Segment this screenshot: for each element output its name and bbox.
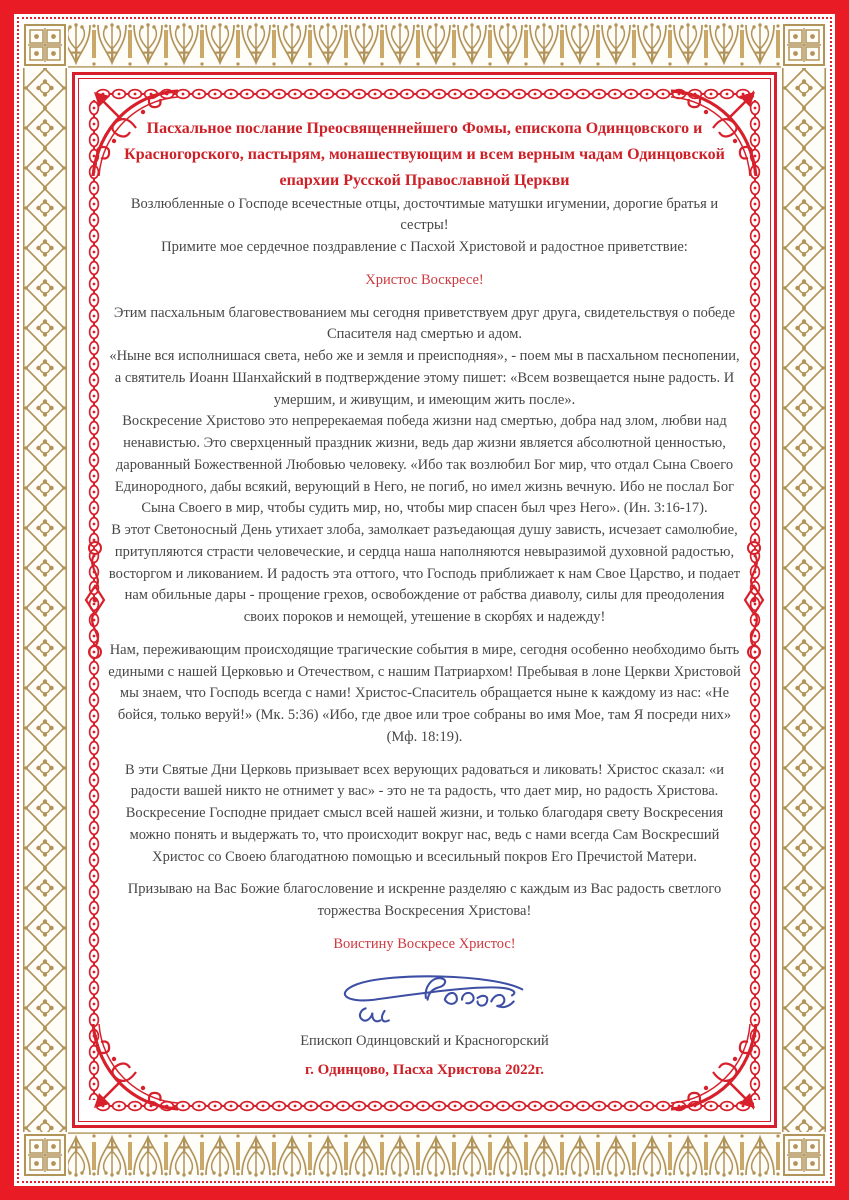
epistle-paragraph: «Ныне вся исполнишася света, небо же и земля и преисподняя», - поем мы в пасхальном песнопении, а святитель Иоанн Шанхайский в подтверждение этому пишет: «Всем возвещается ныне радость. И умершим, и живущим, и имеющим жить после». bbox=[109, 348, 740, 408]
gold-border-bottom bbox=[22, 1132, 827, 1178]
epistle-paragraph: Воскресение Христово это непререкаемая победа жизни над смертью, добра над злом, любви над ненавистью. Это сверхценный праздник жизни, ведь дар жизни является абсолютной ценностью, дарованный Божественной Любовью человеку. «Ибо так возлюбил Бог мир, что отдал Сына Своего Единородного, дабы всякий, верующий в Него, не погиб, но имел жизнь вечную. Ибо не послал Бог Сына Своего в мир, чтобы судить мир, но, чтобы мир спасен был чрез Него». (Ин. 3:16-17). bbox=[114, 413, 735, 517]
gold-border-left bbox=[22, 68, 68, 1132]
epistle-paragraph: В эти Святые Дни Церковь призывает всех верующих радоваться и ликовать! Христос сказал: «и радости вашей никто не отнимет у вас» - это не та радость, что дает мир, но радость Христова. Воскресение Господне придает смысл всей нашей жизни, и только благодаря свету Воскресения можно понять и выдержать то, что происходит вокруг нас, ведь с нами всегда Сам Воскресший Христос со Своею благодатною помощью и всесильный покров Его Пречистой Матери. bbox=[125, 761, 724, 865]
gold-border-top bbox=[22, 22, 827, 68]
paschal-greeting: Христос Воскресе! bbox=[365, 271, 484, 288]
epistle-paragraph: Этим пасхальным благовествованием мы сегодня приветствуем друг друга, свидетельствуя о победе Спасителя над смертью и адом. bbox=[113, 304, 736, 343]
epistle-paragraph: В этот Светоносный День утихает злоба, замолкает разъедающая душу зависть, исчезает самолюбие, притупляются страсти человеческие, и сердца наша наполняются невыразимой духовной радостью, восторгом и ликованием. И радость эта оттого, что Господь приближает к нам Свое Царство, и подает нам обильные дары - прощение грехов, освобождение от рабства диаволу, силы для преодоления своих пороков и немощей, утешение в скорбях и надежду! bbox=[108, 522, 741, 626]
bishop-signature-icon bbox=[300, 967, 550, 1029]
epistle-paragraph: Нам, переживающим происходящие трагические события в мире, сегодня особенно необходимо быть едиными с нашей Церковью и Отечеством, с нашим Патриархом! Пребывая в лоне Церкви Христовой мы знаем, что Господь всегда с нами! Христос-Спаситель обращается ныне к каждому из нас: «Не бойся, только веруй!» (Мк. 5:36) «Ибо, где двое или трое собраны во имя Мое, там Я посреди них» (Мф. 18:19). bbox=[108, 641, 741, 745]
red-chain-border-top bbox=[95, 88, 754, 100]
side-medallion-icon bbox=[741, 538, 767, 662]
salutation: Возлюбленные о Господе всечестные отцы, досточтимые матушки игумении, дорогие братья и сестры! bbox=[130, 195, 719, 234]
gold-corner-ornament bbox=[781, 22, 827, 68]
gold-corner-ornament bbox=[22, 22, 68, 68]
document-content bbox=[106, 116, 743, 1052]
epistle-paragraph: Призываю на Вас Божие благословение и искренне разделяю с каждым из Вас радость светлого торжества Воскресения Христова! bbox=[127, 881, 722, 920]
gold-border-right bbox=[781, 68, 827, 1132]
closing-greeting: Воистину Воскресе Христос! bbox=[333, 935, 516, 952]
gold-corner-ornament bbox=[781, 1132, 827, 1178]
red-chain-border-bottom bbox=[95, 1100, 754, 1112]
gold-corner-ornament bbox=[22, 1132, 68, 1178]
greeting-intro: Примите мое сердечное поздравление с Пасхой Христовой и радостное приветствие: bbox=[161, 239, 688, 256]
dateline-footer: г. Одинцово, Пасха Христова 2022г. bbox=[305, 1062, 544, 1078]
epistle-title: Пасхальное послание Преосвященнейшего Фомы, епископа Одинцовского и Красногорского, пастырям, монашествующим и всем верным чадам Одинцовской епархии Русской Православной Церкви bbox=[124, 120, 725, 189]
signatory-title: Епископ Одинцовский и Красногорский bbox=[300, 1032, 549, 1049]
side-medallion-icon bbox=[82, 538, 108, 662]
